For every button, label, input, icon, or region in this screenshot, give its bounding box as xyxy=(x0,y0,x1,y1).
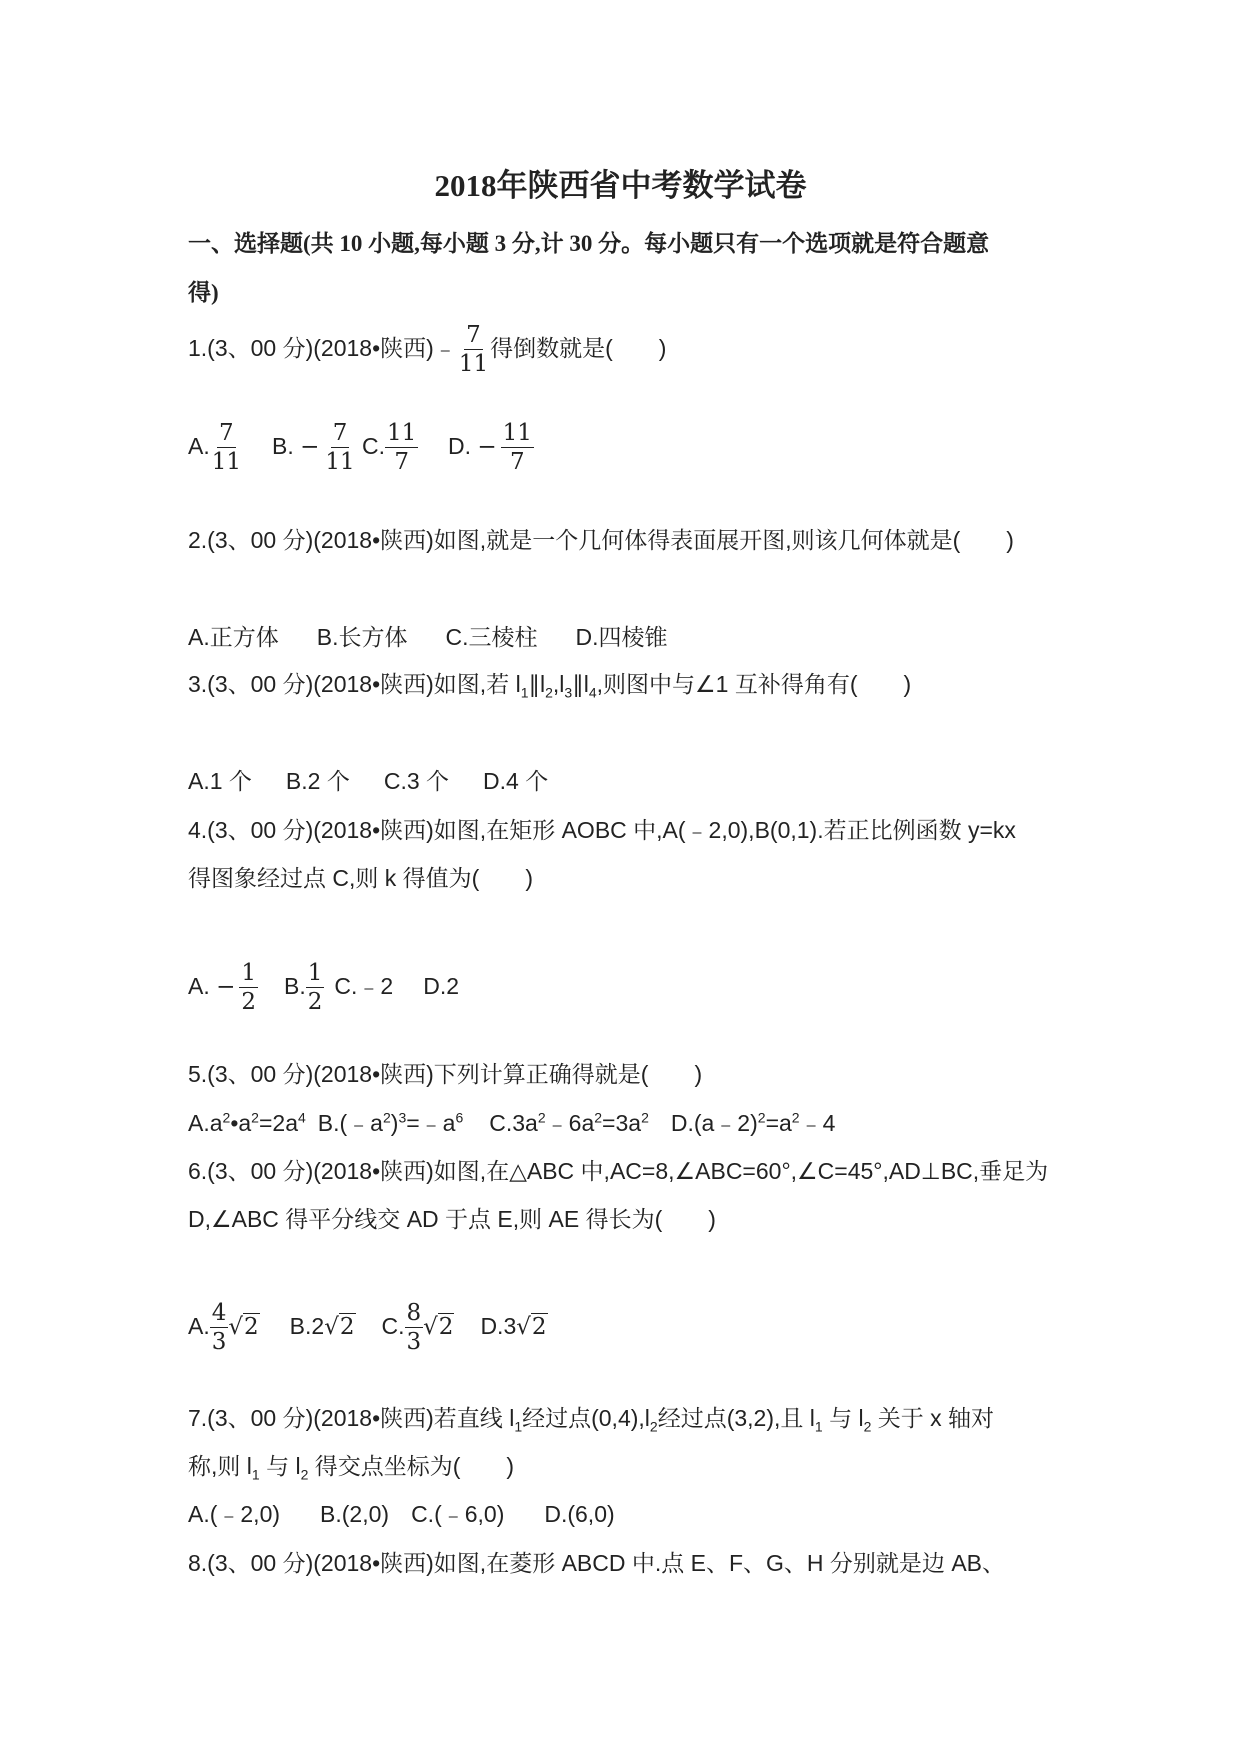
fraction-denominator: 2 xyxy=(241,989,257,1016)
exponent: 2 xyxy=(594,1109,603,1126)
section-heading-line1: 一、选择题(共 10 小题,每小题 3 分,计 30 分。每小题只有一个选项就是符合题意 xyxy=(188,231,990,256)
stem-text: 与 l xyxy=(829,1405,864,1431)
question-6-stem-line2: D,∠ABC 得平分线交 AD 于点 E,则 AE 得长为( ) xyxy=(188,1206,716,1232)
option-c: C.(﹣6,0) xyxy=(411,1501,505,1527)
radicand: 2 xyxy=(244,1314,259,1341)
question-7-stem-line2 xyxy=(188,1448,514,1483)
fraction-denominator: 3 xyxy=(406,1329,422,1356)
subscript: 2 xyxy=(863,1418,872,1435)
question-1-option-b xyxy=(272,420,357,476)
stem-text: 3.(3、00 分)(2018•陕西)如图,若 l xyxy=(188,671,521,697)
option-label: A. xyxy=(188,1313,210,1340)
stem-text: 经过点(3,2),且 l xyxy=(657,1405,815,1431)
question-5-options xyxy=(188,1105,835,1138)
option-c: C.3 个 xyxy=(383,768,450,794)
stem-text: 经过点(0,4),l xyxy=(522,1405,650,1431)
option-label: C. xyxy=(381,1313,405,1340)
stem-text: 7.(3、00 分)(2018•陕西)若直线 l xyxy=(188,1405,515,1431)
option-text: =﹣a xyxy=(406,1110,456,1136)
stem-text: ,l xyxy=(552,671,565,697)
option-b: B.(2,0) xyxy=(320,1501,390,1527)
option-label: C. xyxy=(362,433,385,460)
option-text: ﹣4 xyxy=(799,1110,836,1136)
fraction-numerator: 11 xyxy=(501,420,534,448)
option-text: =2a xyxy=(258,1110,298,1136)
option-d: D.(6,0) xyxy=(544,1501,615,1527)
fraction-denominator: 2 xyxy=(307,989,323,1016)
option-d: D.四棱锥 xyxy=(575,624,668,650)
option-label: A. xyxy=(188,973,210,1000)
minus-sign: − xyxy=(300,434,320,461)
question-1-stem xyxy=(188,322,666,378)
question-1-fraction xyxy=(457,322,490,378)
stem-text: ∥l xyxy=(572,671,589,697)
fraction-denominator: 7 xyxy=(394,449,409,476)
stem-text: 得交点坐标为( ) xyxy=(314,1453,515,1479)
question-7-options xyxy=(188,1496,615,1529)
question-1-option-a xyxy=(188,420,243,476)
subscript: 2 xyxy=(649,1418,658,1435)
subscript: 2 xyxy=(300,1466,309,1483)
option-d xyxy=(671,1110,836,1136)
option-b xyxy=(290,1313,356,1339)
option-text: C.3a xyxy=(489,1110,538,1136)
subscript: 3 xyxy=(564,684,573,701)
question-2-stem: 2.(3、00 分)(2018•陕西)如图,就是一个几何体得表面展开图,则该几何体就是( ) xyxy=(188,527,1014,553)
option-b xyxy=(318,1110,463,1136)
subscript: 1 xyxy=(520,684,529,701)
option-fraction xyxy=(405,1300,424,1356)
fraction-numerator: 8 xyxy=(405,1300,424,1328)
exponent: 6 xyxy=(455,1109,464,1126)
stem-text: 与 l xyxy=(266,1453,301,1479)
option-b: B.长方体 xyxy=(316,624,408,650)
option-text: =a xyxy=(765,1110,792,1136)
option-text: •a xyxy=(230,1110,252,1136)
minus-sign: − xyxy=(216,974,236,1001)
subscript: 2 xyxy=(545,684,553,701)
subscript: 4 xyxy=(588,684,597,701)
square-root: √2 xyxy=(228,1314,259,1341)
exponent: 2 xyxy=(757,1109,766,1126)
fraction-numerator: 1 xyxy=(239,960,258,988)
option-fraction xyxy=(210,1300,229,1356)
question-4-stem-line1: 4.(3、00 分)(2018•陕西)如图,在矩形 AOBC 中,A(﹣2,0),B(0,1).若正比例函数 y=kx xyxy=(188,817,1016,843)
option-d: D.2 xyxy=(423,973,460,1000)
subscript: 1 xyxy=(514,1418,523,1435)
minus-sign: − xyxy=(477,434,497,461)
question-8-stem: 8.(3、00 分)(2018•陕西)如图,在菱形 ABCD 中.点 E、F、G、H 分别就是边 AB、 xyxy=(188,1550,1006,1576)
square-root: √2 xyxy=(516,1314,547,1341)
question-3-stem xyxy=(188,666,911,701)
question-5-stem: 5.(3、00 分)(2018•陕西)下列计算正确得就是( ) xyxy=(188,1061,703,1087)
option-label: D.3 xyxy=(480,1313,517,1340)
option-text: D.(a﹣2) xyxy=(670,1110,758,1136)
fraction-numerator: 7 xyxy=(464,322,483,350)
question-6-stem-line1: 6.(3、00 分)(2018•陕西)如图,在△ABC 中,AC=8,∠ABC=60°,∠C=45°,AD⊥BC,垂足为 xyxy=(188,1158,1049,1184)
exponent: 4 xyxy=(297,1109,306,1126)
fraction-denominator: 7 xyxy=(509,449,525,476)
option-fraction xyxy=(323,420,356,476)
option-b: B.2 个 xyxy=(285,768,350,794)
option-label: B. xyxy=(272,433,294,460)
fraction-numerator: 7 xyxy=(331,420,350,448)
option-label: B. xyxy=(284,973,306,1000)
question-1-option-d xyxy=(448,420,534,476)
fraction-denominator: 3 xyxy=(211,1329,227,1356)
question-4-options xyxy=(188,960,459,1016)
subscript: 1 xyxy=(814,1418,823,1435)
stem-text: ∥l xyxy=(528,671,546,697)
option-a: A.(﹣2,0) xyxy=(188,1501,281,1527)
option-label: B.2 xyxy=(289,1313,325,1340)
square-root: √2 xyxy=(423,1314,454,1341)
fraction-denominator: 11 xyxy=(458,351,489,378)
fraction-numerator: 1 xyxy=(306,960,325,988)
option-c xyxy=(381,1300,455,1356)
option-c: C.三棱柱 xyxy=(445,624,538,650)
question-7-stem-line1 xyxy=(188,1400,994,1435)
option-text: ) xyxy=(390,1110,399,1136)
option-a: A.1 个 xyxy=(188,768,252,794)
option-a xyxy=(188,1110,306,1136)
option-text: ﹣6a xyxy=(545,1110,595,1136)
option-d: D.4 个 xyxy=(483,768,549,794)
option-c: C.﹣2 xyxy=(334,973,394,1000)
question-1-text: 1.(3、00 分)(2018•陕西)﹣ xyxy=(188,335,457,362)
option-fraction xyxy=(210,420,243,476)
option-text: A.a xyxy=(188,1110,223,1136)
fraction-denominator: 11 xyxy=(211,449,242,476)
question-2-options xyxy=(188,619,667,652)
option-fraction xyxy=(385,420,418,476)
option-a xyxy=(188,1300,260,1356)
subscript: 1 xyxy=(251,1466,260,1483)
exponent: 2 xyxy=(222,1109,231,1126)
fraction-denominator: 11 xyxy=(325,449,355,476)
exponent: 2 xyxy=(641,1109,649,1126)
stem-text: 称,则 l xyxy=(188,1453,252,1479)
page-title: 2018年陕西省中考数学试卷 xyxy=(434,168,807,203)
fraction-numerator: 11 xyxy=(385,420,418,448)
question-1-text-tail: 得倒数就是( ) xyxy=(490,335,667,362)
exponent: 2 xyxy=(537,1109,546,1126)
fraction-numerator: 7 xyxy=(217,420,236,448)
question-1-option-c xyxy=(362,420,418,476)
stem-text: 关于 x 轴对 xyxy=(877,1405,995,1431)
option-text: B.(﹣a xyxy=(317,1110,383,1136)
exponent: 2 xyxy=(251,1109,259,1126)
question-3-options xyxy=(188,763,548,796)
question-4-stem-line2: 得图象经过点 C,则 k 得值为( ) xyxy=(188,865,533,891)
option-d xyxy=(480,1313,547,1339)
square-root: √2 xyxy=(324,1314,355,1341)
option-fraction xyxy=(501,420,534,476)
option-text: =3a xyxy=(602,1110,642,1136)
radicand: 2 xyxy=(438,1314,454,1341)
option-c xyxy=(489,1110,649,1136)
stem-text: ,则图中与∠1 互补得角有( ) xyxy=(596,671,912,697)
exponent: 2 xyxy=(382,1109,391,1126)
radicand: 2 xyxy=(531,1314,547,1341)
option-fraction xyxy=(306,960,325,1016)
option-label: D. xyxy=(448,433,471,460)
option-fraction xyxy=(239,960,258,1016)
section-heading-line2: 得) xyxy=(188,280,219,305)
question-6-options xyxy=(188,1300,548,1356)
radicand: 2 xyxy=(339,1314,355,1341)
fraction-numerator: 4 xyxy=(210,1300,229,1328)
exponent: 2 xyxy=(791,1109,800,1126)
option-a: A.正方体 xyxy=(188,624,279,650)
option-label: A. xyxy=(188,433,210,460)
exponent: 3 xyxy=(398,1109,407,1126)
